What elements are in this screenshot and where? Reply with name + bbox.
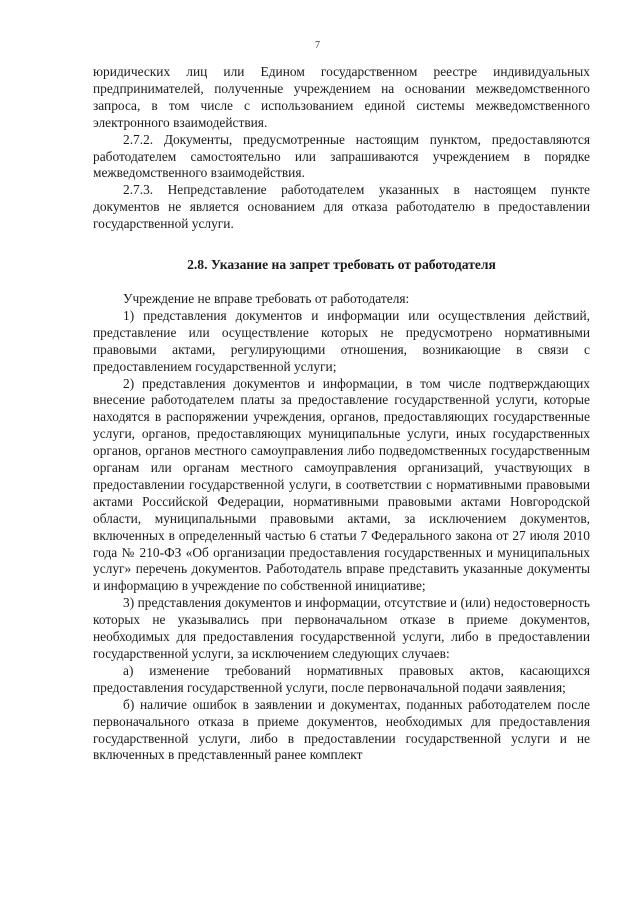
list-item-3: 3) представления документов и информации, отсутствие и (или) недостоверность которых не указывались при первоначальном отказе в приеме документов, необходимых для предоставления государственной услуги, либо в предоставлении государственной услуги, за исключением следующих случаев:: [93, 595, 590, 661]
section-heading: 2.8. Указание на запрет требовать от работодателя: [187, 257, 496, 273]
sub-item-b: б) наличие ошибок в заявлении и документах, поданных работодателем после первоначального отказа в приеме документов, необходимых для предоставления государственной услуги, либо в предоставлении государственной услуги и не включенных в представленный ранее комплект: [93, 696, 590, 763]
document-body: [93, 64, 590, 764]
paragraph-2-7-2: 2.7.2. Документы, предусмотренные настоящим пунктом, предоставляются работодателем самостоятельно или запрашиваются учреждением в порядке межведомственного взаимодействия.: [93, 131, 590, 181]
list-item-1: 1) представления документов и информации или осуществления действий, представление или осуществление которых не предусмотрено нормативными правовыми актами, регулирующими отношения, возникающие в связи с предоставлением государственной услуги;: [93, 307, 590, 374]
paragraph-intro: Учреждение не вправе требовать от работодателя:: [123, 290, 410, 306]
paragraph-continuation: юридических лиц или Едином государственном реестре индивидуальных предпринимателей, полученные учреждением на основании межведомственного запроса, в том числе с использованием единой системы межведомственного электронного взаимодействия.: [93, 64, 590, 130]
list-item-2: 2) представления документов и информации, в том числе подтверждающих внесение работодателем платы за предоставление государственной услуги, которые находятся в распоряжении учреждения, органов, предоставляющих государственные услуги, органов, предоставляющих муниципальные услуги, иных государственных органов, органов местного самоуправления либо подведомственных государственным органам или органам местного самоуправления организаций, участвующих в предоставлении государственной услуги, в соответствии с нормативными правовыми актами Российской Федерации, нормативными правовыми актами Новгородской области, муниципальными правовыми актами, за исключением документов, включенных в определенный частью 6 статьи 7 Федерального закона от 27 июля 2010 года № 210-ФЗ «Об организации предоставления государственных и муниципальных услуг» перечень документов. Работодатель вправе представить указанные документы и информацию в учреждение по собственной инициативе;: [93, 375, 590, 594]
sub-item-a: а) изменение требований нормативных правовых актов, касающихся предоставления государственной услуги, после первоначальной подачи заявления;: [93, 662, 590, 695]
paragraph-2-7-3: 2.7.3. Непредставление работодателем указанных в настоящем пункте документов не является основанием для отказа работодателю в предоставлении государственной услуги.: [93, 182, 590, 232]
page-number: 7: [315, 40, 320, 51]
